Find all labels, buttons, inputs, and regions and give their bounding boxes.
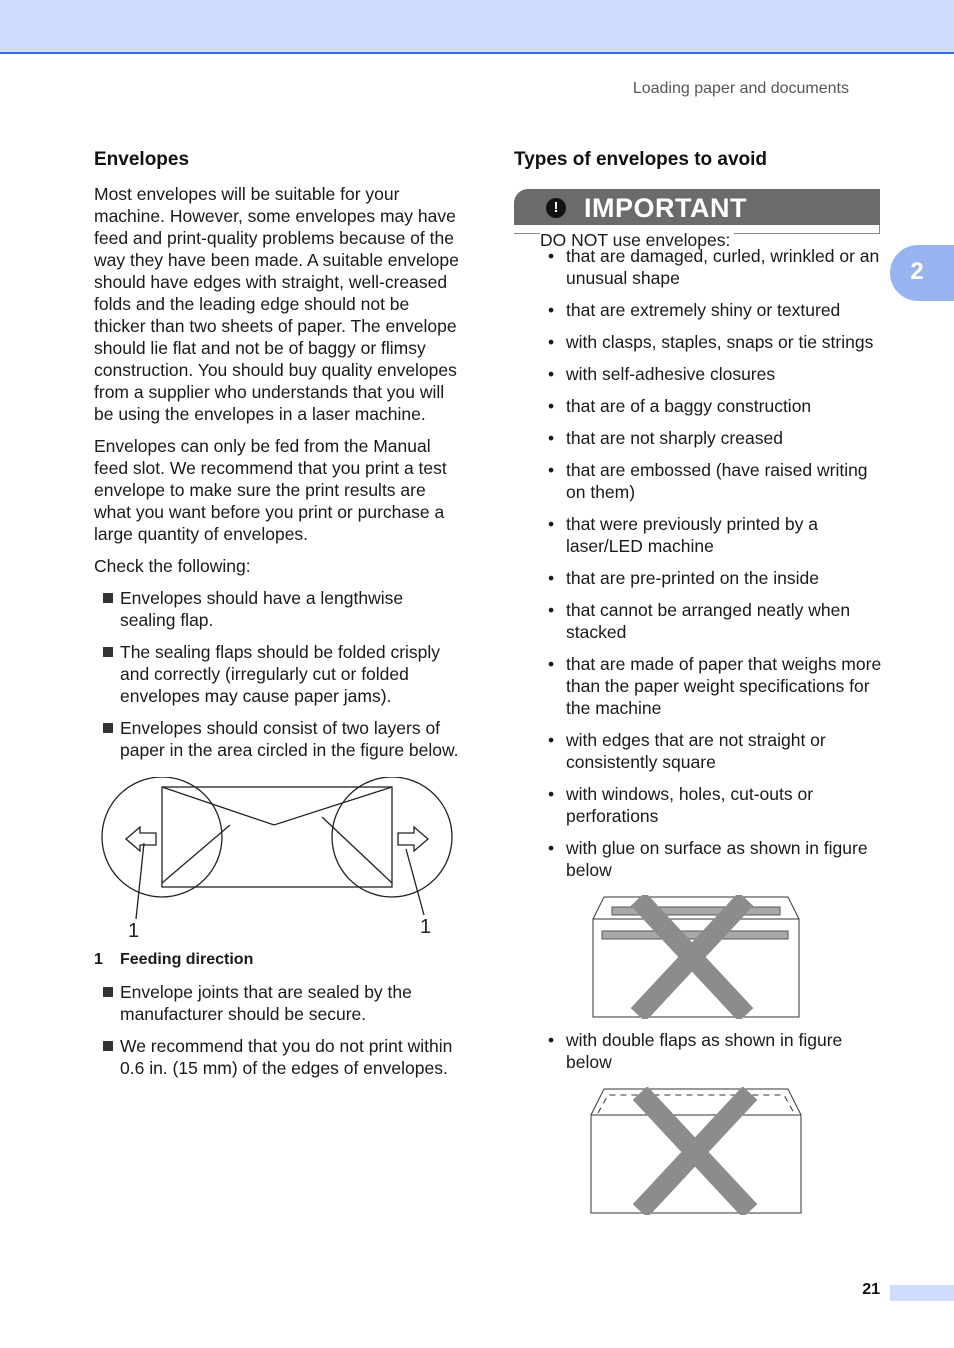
list-item bbox=[94, 981, 460, 1025]
paragraph: Check the following: bbox=[94, 556, 251, 576]
paragraph: Envelopes can only be fed from the Manual feed slot. We recommend that you print a test envelope to make sure the print results are what you want before you print or purchase a large quantity of envelopes. bbox=[94, 436, 447, 544]
list-item-text: that are made of paper that weighs more than the paper weight specifications for the machine bbox=[566, 654, 882, 718]
check-list bbox=[94, 587, 460, 761]
bullet-dot-icon: • bbox=[548, 300, 555, 320]
bullet-dot-icon: • bbox=[548, 654, 555, 674]
list-item-text: with windows, holes, cut-outs or perforations bbox=[566, 784, 814, 826]
list-item-text: Envelopes should consist of two layers of paper in the area circled in the figure below. bbox=[120, 718, 459, 760]
bullet-dot-icon: • bbox=[548, 332, 555, 352]
list-item-text: that are extremely shiny or textured bbox=[566, 300, 841, 320]
list-item bbox=[94, 641, 460, 707]
paragraph: Most envelopes will be suitable for your machine. However, some envelopes may have feed and print-quality problems because of the way they have been made. A suitable envelope should have edges with straight, well-creased folds and the leading edge should not be thicker than two sheets of paper. The envelope should lie flat and not be of baggy or flimsy construction. You should buy quality envelopes from a supplier who understands that you will be using the envelopes in a laser machine. bbox=[94, 184, 459, 424]
list-item-text: that are damaged, curled, wrinkled or an unusual shape bbox=[566, 246, 880, 288]
glue-strip-bottom bbox=[602, 931, 788, 939]
square-bullet-icon bbox=[103, 1041, 113, 1051]
important-right-rule bbox=[879, 225, 880, 234]
chapter-number: 2 bbox=[910, 258, 924, 285]
envelope-outline bbox=[162, 787, 392, 887]
list-item-text: with double flaps as shown in figure below bbox=[566, 1030, 843, 1072]
list-item-text: that were previously printed by a laser/LED machine bbox=[566, 514, 818, 556]
important-lead-text: DO NOT use envelopes: bbox=[540, 229, 734, 251]
list-item bbox=[514, 299, 884, 321]
double-flap-dashed-line bbox=[598, 1095, 794, 1113]
bullet-dot-icon: • bbox=[548, 514, 555, 534]
avoid-list bbox=[514, 245, 884, 881]
square-bullet-icon bbox=[103, 723, 113, 733]
list-item bbox=[514, 331, 884, 353]
caption-number: 1 bbox=[94, 951, 103, 968]
list-item bbox=[94, 717, 460, 761]
callout-label-left: 1 bbox=[128, 920, 140, 942]
section-title-envelopes: Envelopes bbox=[94, 149, 190, 170]
list-item bbox=[514, 513, 884, 557]
callout-label-right: 1 bbox=[420, 916, 432, 938]
bullet-dot-icon: • bbox=[548, 428, 555, 448]
square-bullet-icon bbox=[103, 647, 113, 657]
list-item-text: that are embossed (have raised writing on them) bbox=[566, 460, 868, 502]
list-item bbox=[514, 567, 884, 589]
important-notice bbox=[514, 189, 884, 250]
leader-line-right bbox=[406, 849, 424, 915]
check-list-after bbox=[94, 981, 460, 1079]
bullet-dot-icon: • bbox=[548, 1030, 555, 1050]
list-item-text: Envelope joints that are sealed by the manufacturer should be secure. bbox=[120, 982, 412, 1024]
exclamation-icon: ! bbox=[546, 198, 566, 218]
envelope-flap-line bbox=[162, 787, 392, 825]
top-color-band bbox=[0, 0, 954, 54]
arrow-left-icon bbox=[126, 827, 156, 851]
running-header: Loading paper and documents bbox=[632, 80, 849, 97]
bullet-dot-icon: • bbox=[548, 364, 555, 384]
list-item bbox=[514, 395, 884, 417]
bullet-dot-icon: • bbox=[548, 396, 555, 416]
list-item bbox=[94, 1035, 460, 1079]
list-item-text: with self-adhesive closures bbox=[566, 364, 776, 384]
important-title: IMPORTANT bbox=[584, 193, 747, 223]
list-item bbox=[94, 587, 460, 631]
list-item-text: with edges that are not straight or consistently square bbox=[566, 730, 826, 772]
double-flap-envelope-crossed-figure bbox=[590, 1087, 804, 1215]
list-item bbox=[514, 245, 884, 289]
arrow-right-icon bbox=[398, 827, 428, 851]
bullet-dot-icon: • bbox=[548, 246, 555, 266]
list-item bbox=[514, 1029, 884, 1073]
list-item bbox=[514, 459, 884, 503]
page-number: 21 bbox=[862, 1281, 880, 1298]
list-item bbox=[514, 427, 884, 449]
list-item-text: with glue on surface as shown in figure below bbox=[566, 838, 868, 880]
square-bullet-icon bbox=[103, 593, 113, 603]
list-item-text: The sealing flaps should be folded crisply and correctly (irregularly cut or folded envelopes may cause paper jams). bbox=[120, 642, 441, 706]
bullet-dot-icon: • bbox=[548, 784, 555, 804]
list-item bbox=[514, 599, 884, 643]
chapter-tab bbox=[890, 245, 954, 301]
bullet-dot-icon: • bbox=[548, 460, 555, 480]
envelope-flap bbox=[591, 1089, 801, 1115]
list-item bbox=[514, 363, 884, 385]
caption-text: Feeding direction bbox=[120, 951, 254, 968]
bullet-dot-icon: • bbox=[548, 730, 555, 750]
bullet-dot-icon: • bbox=[548, 568, 555, 588]
avoid-list-after bbox=[514, 1029, 884, 1073]
right-column bbox=[514, 147, 884, 1215]
list-item bbox=[514, 837, 884, 881]
list-item-text: Envelopes should have a lengthwise sealing flap. bbox=[120, 588, 404, 630]
figure-caption bbox=[94, 949, 460, 971]
list-item-text: that are of a baggy construction bbox=[566, 396, 812, 416]
list-item bbox=[514, 783, 884, 827]
glue-envelope-crossed-figure bbox=[590, 895, 802, 1019]
list-item-text: with clasps, staples, snaps or tie strings bbox=[566, 332, 874, 352]
leader-line-left bbox=[136, 843, 144, 919]
list-item-text: that are pre-printed on the inside bbox=[566, 568, 819, 588]
square-bullet-icon bbox=[103, 987, 113, 997]
bullet-dot-icon: • bbox=[548, 838, 555, 858]
page-number-band bbox=[890, 1285, 954, 1301]
section-title-avoid: Types of envelopes to avoid bbox=[514, 149, 768, 170]
list-item bbox=[514, 729, 884, 773]
list-item-text: that are not sharply creased bbox=[566, 428, 783, 448]
left-column bbox=[94, 147, 460, 1079]
list-item bbox=[514, 653, 884, 719]
list-item-text: that cannot be arranged neatly when stacked bbox=[566, 600, 851, 642]
list-item-text: We recommend that you do not print within 0.6 in. (15 mm) of the edges of envelopes. bbox=[120, 1036, 453, 1078]
bullet-dot-icon: • bbox=[548, 600, 555, 620]
envelope-feeding-figure bbox=[94, 777, 460, 945]
